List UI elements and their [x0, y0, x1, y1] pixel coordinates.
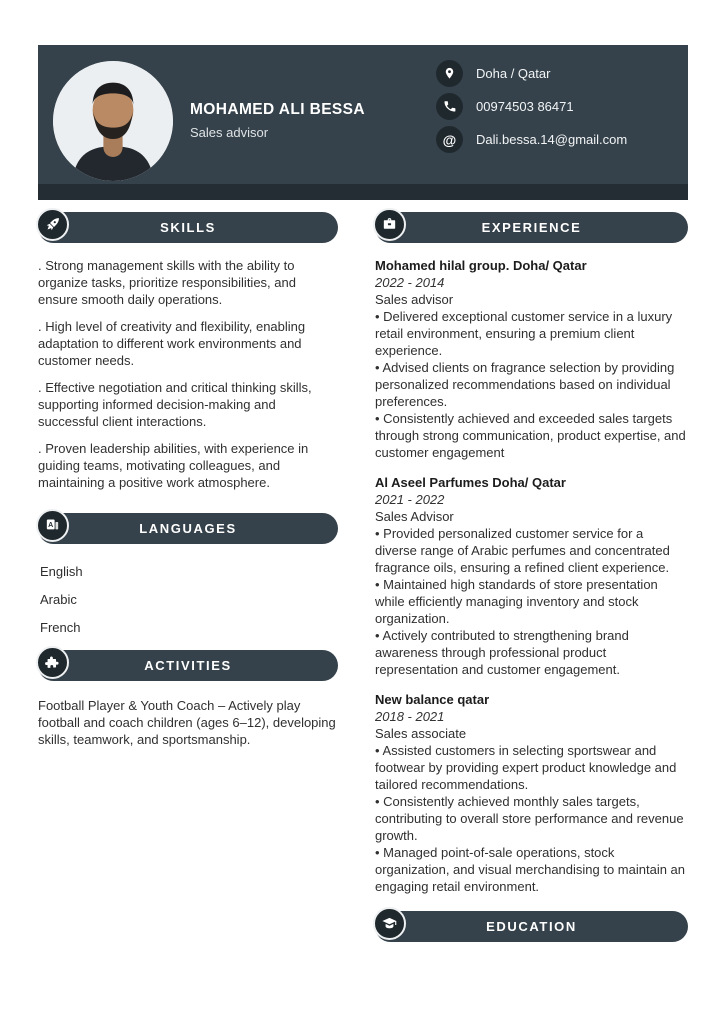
job-bullet: • Delivered exceptional customer service in a luxury retail environment, ensuring a premium client experience. — [375, 309, 673, 358]
avatar — [53, 61, 173, 181]
activities-section-header — [38, 650, 338, 681]
job-bullet: • Actively contributed to strengthening brand awareness through professional product representation and customer engagement. — [375, 628, 629, 677]
job-bullet: • Advised clients on fragrance selection by providing personalized recommendations based on individual preferences. — [375, 360, 675, 409]
education-section-header — [375, 911, 688, 942]
education-title: EDUCATION — [486, 919, 577, 934]
company-name: New balance qatar — [375, 692, 490, 707]
job-bullet: • Managed point-of-sale operations, stock organization, and visual merchandising to maintain an engaging retail environment. — [375, 845, 686, 894]
experience-job — [375, 257, 688, 461]
job-bullet: • Assisted customers in selecting sportswear and footwear by providing expert product knowledge and tailored recommendations. — [375, 743, 677, 792]
person-job-title: Sales advisor — [190, 125, 269, 140]
job-bullet: • Consistently achieved and exceeded sales targets through strong communication, product expertise, and customer engagement — [375, 411, 686, 460]
header-banner — [38, 45, 688, 200]
activities-text: Football Player & Youth Coach – Actively play football and coach children (ages 6–12), developing skills, teamwork, and sportsmanship. — [38, 698, 336, 747]
job-dates: 2021 - 2022 — [375, 492, 445, 507]
phone-icon — [436, 93, 463, 120]
person-name: MOHAMED ALI BESSA — [190, 101, 366, 118]
experience-job — [375, 474, 688, 678]
email-text: Dali.bessa.14@gmail.com — [476, 132, 628, 147]
languages-section-header — [38, 513, 338, 544]
job-bullet: • Maintained high standards of store presentation while efficiently managing inventory and stock organization. — [375, 577, 658, 626]
contact-phone — [436, 92, 627, 121]
skill-item: . Proven leadership abilities, with experience in guiding teams, motivating colleagues, and maintaining a positive work atmosphere. — [38, 441, 309, 490]
language-item: Arabic — [40, 592, 77, 607]
profile-photo — [53, 61, 173, 181]
left-column — [38, 212, 338, 956]
translate-icon — [36, 509, 69, 542]
content-columns — [38, 212, 688, 956]
language-item: English — [40, 564, 83, 579]
languages-title: LANGUAGES — [139, 521, 237, 536]
briefcase-icon — [373, 208, 406, 241]
job-role: Sales Advisor — [375, 509, 454, 524]
skill-item: . Strong management skills with the ability to organize tasks, prioritize responsibilities, and ensure smooth daily operations. — [38, 258, 296, 307]
job-role: Sales associate — [375, 726, 467, 741]
experience-title: EXPERIENCE — [481, 220, 582, 235]
location-text: Doha / Qatar — [476, 66, 551, 81]
at-sign-icon: @ — [436, 126, 463, 153]
puzzle-icon — [36, 646, 69, 679]
experience-job — [375, 691, 688, 895]
job-bullet: • Consistently achieved monthly sales targets, contributing to overall store performance and revenue growth. — [375, 794, 684, 843]
activities-title: ACTIVITIES — [144, 658, 232, 673]
company-name: Al Aseel Parfumes Doha/ Qatar — [375, 475, 566, 490]
location-pin-icon — [436, 60, 463, 87]
contact-list — [436, 59, 627, 154]
identity-block — [190, 101, 365, 140]
experience-section-header — [375, 212, 688, 243]
skill-item: . High level of creativity and flexibility, enabling adaptation to different work environments and customer needs. — [38, 319, 306, 368]
phone-text: 00974503 86471 — [476, 99, 574, 114]
skill-item: . Effective negotiation and critical thinking skills, supporting informed decision-making and successful client interactions. — [38, 380, 312, 429]
graduation-cap-icon — [373, 907, 406, 940]
language-list — [38, 560, 338, 636]
company-name: Mohamed hilal group. Doha/ Qatar — [375, 258, 587, 273]
skills-title: SKILLS — [160, 220, 216, 235]
contact-email — [436, 125, 627, 154]
contact-location — [436, 59, 627, 88]
header-bottom-strip — [38, 184, 688, 200]
job-dates: 2022 - 2014 — [375, 275, 445, 290]
job-role: Sales advisor — [375, 292, 454, 307]
skills-section-header — [38, 212, 338, 243]
job-dates: 2018 - 2021 — [375, 709, 445, 724]
language-item: French — [40, 620, 81, 635]
rocket-icon — [36, 208, 69, 241]
svg-text:A: A — [48, 520, 54, 529]
job-bullet: • Provided personalized customer service for a diverse range of Arabic perfumes and concentrated fragrance oils, ensuring a refined client experience. — [375, 526, 670, 575]
right-column — [375, 212, 688, 956]
